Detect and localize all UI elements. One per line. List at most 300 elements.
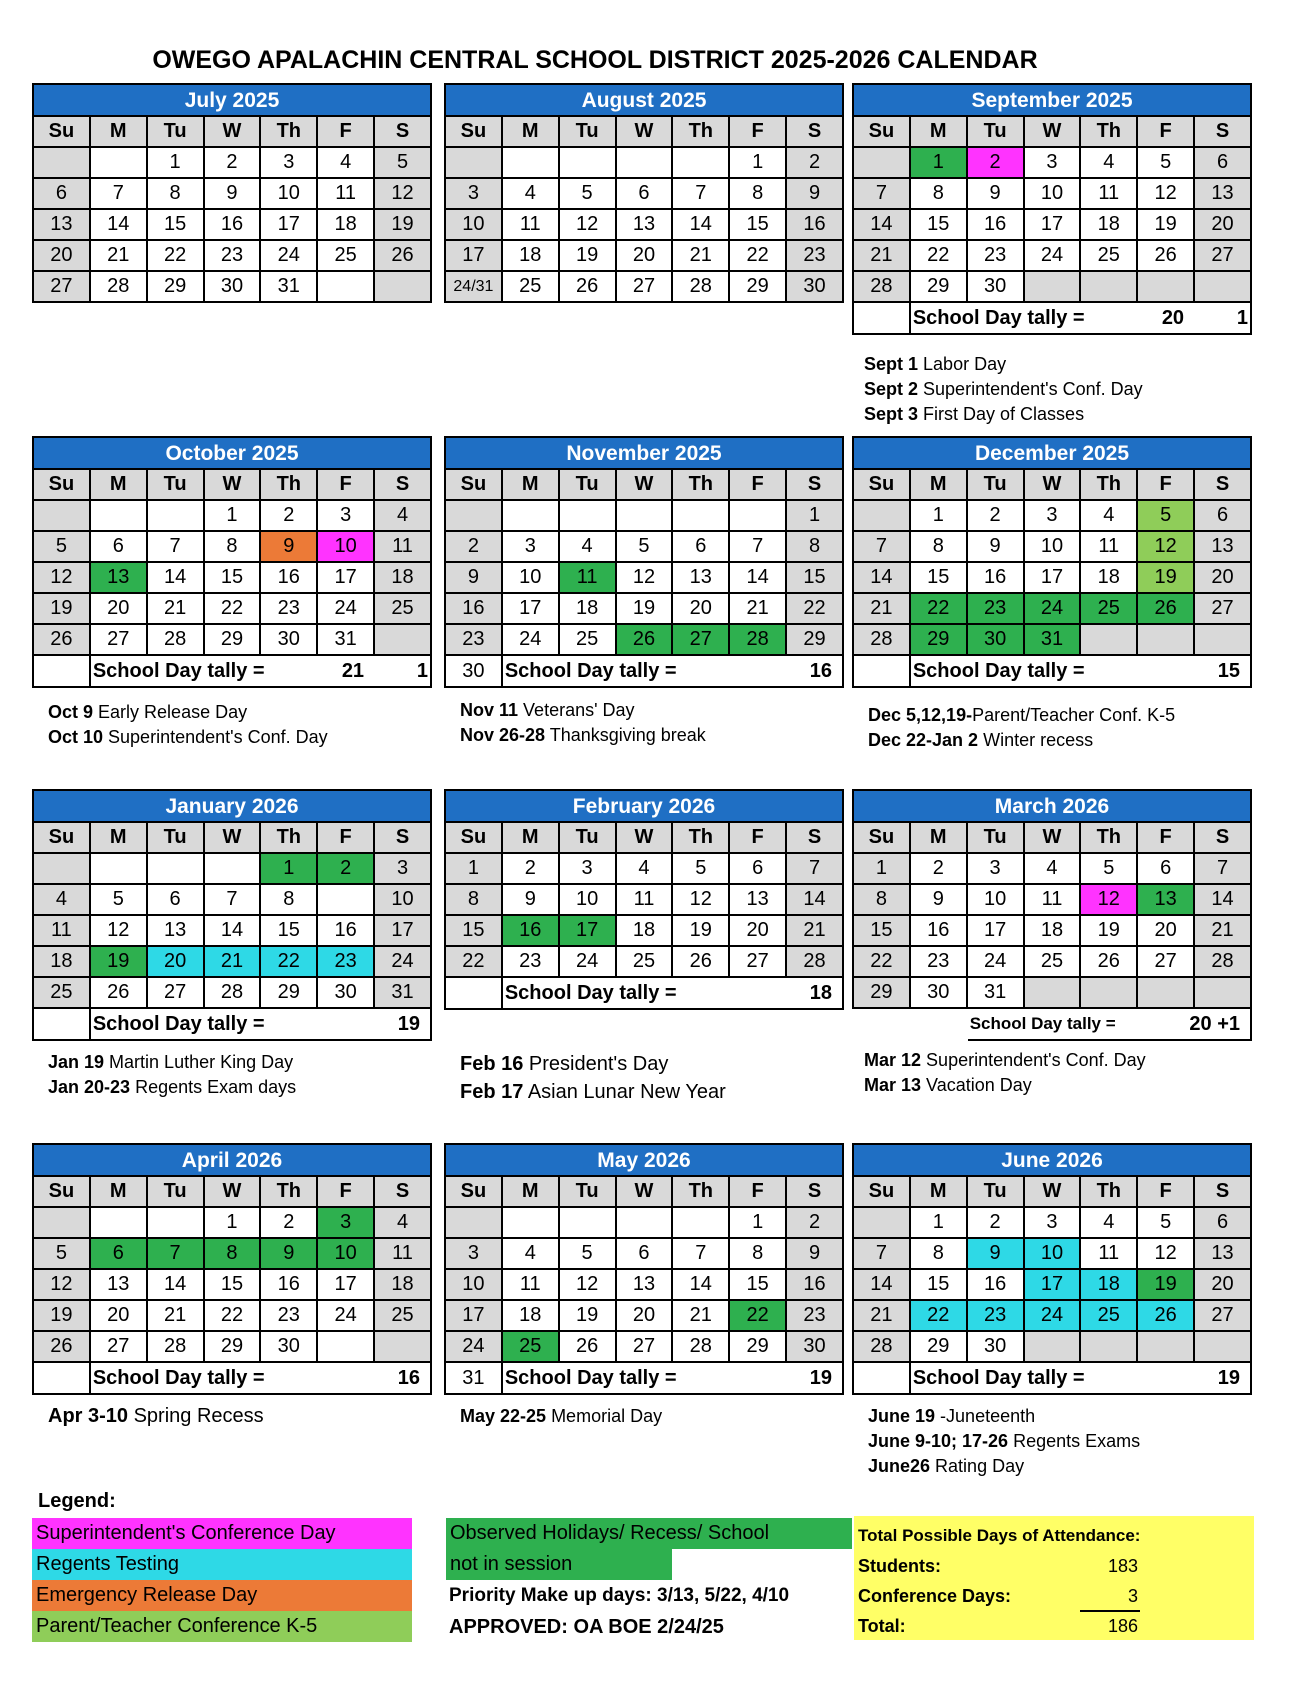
day-cell: 15 — [910, 209, 967, 240]
month-header: October 2025 — [32, 436, 432, 468]
day-cell: 18 — [1024, 915, 1081, 946]
day-cell — [374, 1331, 431, 1362]
attendance-box — [854, 1516, 1254, 1640]
attendance-title: Total Possible Days of Attendance: — [858, 1526, 1141, 1545]
day-cell: 10 — [1024, 1238, 1081, 1269]
day-cell: 27 — [33, 271, 90, 302]
day-cell: 28 — [729, 624, 786, 655]
day-header: Tu — [967, 1176, 1024, 1207]
day-header: Tu — [559, 822, 616, 853]
day-header: S — [374, 469, 431, 500]
note-date: Feb 17 — [460, 1081, 524, 1103]
day-cell: 17 — [374, 915, 431, 946]
day-cell: 6 — [147, 884, 204, 915]
attendance-sum-line — [1080, 1610, 1140, 1612]
tally-value: 16 — [317, 1362, 431, 1394]
day-cell: 29 — [786, 624, 843, 655]
tally-value: 20 — [1137, 302, 1194, 334]
week-row — [445, 209, 843, 240]
tally-first-cell — [33, 655, 90, 687]
day-cell: 23 — [967, 1300, 1024, 1331]
day-cell: 18 — [317, 209, 374, 240]
tally-first-cell — [445, 977, 502, 1009]
notes-february — [460, 1050, 726, 1106]
day-header: Su — [445, 116, 502, 147]
week-row — [445, 593, 843, 624]
week-row — [853, 209, 1251, 240]
day-cell — [559, 1207, 616, 1238]
week-row — [853, 531, 1251, 562]
day-cell: 16 — [260, 1269, 317, 1300]
day-cell — [1137, 624, 1194, 655]
day-cell: 7 — [204, 884, 261, 915]
tally-value: 21 — [317, 655, 374, 687]
day-header: Th — [1080, 822, 1137, 853]
month-grid — [32, 468, 432, 688]
day-header: S — [374, 116, 431, 147]
day-cell — [559, 147, 616, 178]
day-cell: 21 — [729, 593, 786, 624]
calendar-october-2025 — [32, 436, 432, 688]
day-cell — [204, 853, 261, 884]
day-header: S — [374, 1176, 431, 1207]
note-text: Memorial Day — [546, 1406, 663, 1426]
day-cell: 29 — [910, 1331, 967, 1362]
note-text: Veterans' Day — [518, 700, 635, 720]
note-text: Thanksgiving break — [545, 725, 706, 745]
day-cell: 22 — [147, 240, 204, 271]
note-text: President's Day — [523, 1053, 669, 1075]
day-cell: 3 — [317, 1207, 374, 1238]
day-header: Th — [1080, 1176, 1137, 1207]
day-cell: 19 — [33, 1300, 90, 1331]
day-header-row — [853, 822, 1251, 853]
approved-line: APPROVED: OA BOE 2/24/25 — [449, 1616, 724, 1638]
week-row — [445, 915, 843, 946]
day-header: M — [502, 116, 559, 147]
day-cell: 18 — [1080, 209, 1137, 240]
note-text: Superintendent's Conf. Day — [921, 1050, 1146, 1070]
day-header-row — [33, 469, 431, 500]
day-header: Su — [33, 1176, 90, 1207]
calendar-april-2026 — [32, 1143, 432, 1395]
notes-march — [864, 1048, 1146, 1098]
day-header: Tu — [147, 469, 204, 500]
tally-row — [445, 655, 843, 687]
day-cell: 4 — [374, 500, 431, 531]
month-grid — [444, 468, 844, 688]
week-row — [33, 593, 431, 624]
calendar-june-2026 — [852, 1143, 1252, 1395]
day-header: M — [502, 822, 559, 853]
day-cell: 5 — [1137, 1207, 1194, 1238]
day-cell: 27 — [616, 271, 673, 302]
day-cell: 27 — [1194, 1300, 1251, 1331]
day-cell: 1 — [445, 853, 502, 884]
day-cell: 17 — [317, 562, 374, 593]
day-cell: 7 — [147, 531, 204, 562]
note-line — [48, 725, 328, 750]
week-row — [33, 624, 431, 655]
day-cell: 27 — [1194, 593, 1251, 624]
note-line — [864, 1073, 1146, 1098]
month-grid — [32, 821, 432, 1041]
note-line — [868, 1454, 1140, 1479]
tally-value: 16 — [729, 655, 843, 687]
day-cell: 14 — [672, 209, 729, 240]
week-row — [33, 562, 431, 593]
day-cell: 18 — [616, 915, 673, 946]
legend-regents: Regents Testing — [32, 1549, 412, 1580]
day-cell: 21 — [147, 593, 204, 624]
day-header-row — [445, 1176, 843, 1207]
note-line — [460, 1078, 726, 1106]
day-header: W — [204, 116, 261, 147]
day-cell: 25 — [374, 593, 431, 624]
note-line — [868, 728, 1175, 753]
day-cell: 2 — [204, 147, 261, 178]
day-cell: 30 — [786, 1331, 843, 1362]
day-header: Th — [260, 822, 317, 853]
week-row — [33, 500, 431, 531]
tally-label: School Day tally = — [90, 1362, 317, 1394]
tally-row — [853, 655, 1251, 687]
tally-label: School Day tally = — [502, 977, 729, 1009]
day-cell — [1024, 271, 1081, 302]
day-cell: 1 — [147, 147, 204, 178]
day-cell: 18 — [1080, 562, 1137, 593]
day-cell: 30 — [967, 1331, 1024, 1362]
note-line — [864, 377, 1143, 402]
day-cell: 20 — [672, 593, 729, 624]
day-header: W — [616, 116, 673, 147]
calendar-july-2025 — [32, 83, 432, 303]
day-cell: 4 — [616, 853, 673, 884]
tally-row — [33, 655, 431, 687]
day-header: M — [90, 469, 147, 500]
day-header: M — [90, 822, 147, 853]
day-cell: 31 — [967, 977, 1024, 1008]
day-cell: 18 — [502, 240, 559, 271]
note-text: Martin Luther King Day — [104, 1052, 294, 1072]
day-cell: 28 — [786, 946, 843, 977]
day-header: M — [502, 469, 559, 500]
day-cell: 28 — [204, 977, 261, 1008]
day-cell — [374, 624, 431, 655]
day-cell: 31 — [317, 624, 374, 655]
day-header: F — [1137, 822, 1194, 853]
day-cell: 25 — [1080, 1300, 1137, 1331]
day-cell: 18 — [374, 562, 431, 593]
day-cell: 19 — [1137, 562, 1194, 593]
day-cell: 7 — [853, 1238, 910, 1269]
note-date: May 22-25 — [460, 1406, 547, 1426]
day-header: S — [786, 469, 843, 500]
day-cell: 22 — [853, 946, 910, 977]
day-cell: 10 — [317, 1238, 374, 1269]
day-cell: 9 — [260, 531, 317, 562]
day-cell: 14 — [90, 209, 147, 240]
day-header: Su — [853, 469, 910, 500]
attendance-total-value: 186 — [1107, 1616, 1138, 1636]
day-cell: 23 — [786, 240, 843, 271]
month-header: September 2025 — [852, 83, 1252, 115]
day-cell: 12 — [559, 1269, 616, 1300]
day-cell: 7 — [853, 531, 910, 562]
day-cell: 16 — [502, 915, 559, 946]
day-cell: 20 — [1194, 562, 1251, 593]
week-row — [853, 1269, 1251, 1300]
week-row — [445, 178, 843, 209]
day-cell: 17 — [1024, 1269, 1081, 1300]
day-cell: 16 — [204, 209, 261, 240]
tally-label: School Day tally = — [502, 1362, 729, 1394]
day-cell: 1 — [910, 147, 967, 178]
note-date: June26 — [868, 1456, 931, 1476]
day-cell: 2 — [317, 853, 374, 884]
note-date: Sept 1 — [864, 354, 919, 374]
day-cell: 23 — [502, 946, 559, 977]
day-cell: 11 — [1024, 884, 1081, 915]
day-cell: 8 — [910, 178, 967, 209]
day-cell: 19 — [672, 915, 729, 946]
day-header: Tu — [147, 1176, 204, 1207]
day-cell — [1137, 271, 1194, 302]
day-cell: 10 — [1024, 531, 1081, 562]
week-row — [33, 209, 431, 240]
day-cell: 5 — [1080, 853, 1137, 884]
calendar-march-2026 — [852, 789, 1252, 1041]
day-cell: 20 — [90, 1300, 147, 1331]
tally-row — [853, 302, 1251, 334]
day-cell: 6 — [1194, 1207, 1251, 1238]
day-header: M — [910, 116, 967, 147]
day-cell: 21 — [1194, 915, 1251, 946]
day-cell: 21 — [672, 240, 729, 271]
day-header: F — [729, 116, 786, 147]
day-cell: 26 — [374, 240, 431, 271]
note-text: Vacation Day — [921, 1075, 1032, 1095]
day-cell — [616, 147, 673, 178]
month-header: August 2025 — [444, 83, 844, 115]
legend-title: Legend: — [38, 1490, 116, 1512]
day-cell: 14 — [204, 915, 261, 946]
day-cell: 18 — [559, 593, 616, 624]
week-row — [853, 915, 1251, 946]
note-line — [868, 703, 1175, 728]
day-header-row — [853, 116, 1251, 147]
day-cell — [147, 500, 204, 531]
tally-first-cell — [853, 1008, 967, 1040]
day-cell: 28 — [1194, 946, 1251, 977]
legend-observed-line2: not in session — [446, 1549, 672, 1580]
day-cell: 19 — [33, 593, 90, 624]
note-date: Sept 3 — [864, 404, 919, 424]
day-header: Tu — [967, 116, 1024, 147]
tally-label: School Day tally = — [502, 655, 729, 687]
week-row — [853, 500, 1251, 531]
day-cell: 6 — [616, 178, 673, 209]
day-cell: 9 — [204, 178, 261, 209]
day-cell: 27 — [90, 1331, 147, 1362]
day-header: Su — [853, 116, 910, 147]
day-cell: 2 — [967, 1207, 1024, 1238]
day-cell — [90, 147, 147, 178]
day-cell: 22 — [910, 593, 967, 624]
day-cell: 23 — [445, 624, 502, 655]
day-header-row — [33, 822, 431, 853]
day-header: Tu — [147, 116, 204, 147]
day-cell: 26 — [672, 946, 729, 977]
week-row — [445, 1331, 843, 1362]
day-header: F — [317, 469, 374, 500]
day-header: M — [910, 822, 967, 853]
month-grid — [444, 1175, 844, 1395]
day-cell: 30 — [967, 624, 1024, 655]
day-cell: 1 — [786, 500, 843, 531]
note-line — [48, 1075, 296, 1100]
day-cell: 15 — [729, 209, 786, 240]
day-header: S — [1194, 116, 1251, 147]
day-cell: 15 — [445, 915, 502, 946]
month-header: July 2025 — [32, 83, 432, 115]
day-cell: 16 — [910, 915, 967, 946]
day-cell — [1194, 624, 1251, 655]
day-cell: 9 — [445, 562, 502, 593]
day-cell: 24 — [260, 240, 317, 271]
day-cell: 29 — [853, 977, 910, 1008]
month-grid — [852, 468, 1252, 688]
day-cell: 17 — [445, 240, 502, 271]
day-cell: 22 — [204, 593, 261, 624]
day-cell: 12 — [1080, 884, 1137, 915]
day-cell: 23 — [260, 1300, 317, 1331]
note-text: Superintendent's Conf. Day — [918, 379, 1143, 399]
day-cell: 23 — [204, 240, 261, 271]
day-cell: 13 — [616, 209, 673, 240]
day-cell: 19 — [1137, 209, 1194, 240]
day-cell: 28 — [853, 271, 910, 302]
day-cell: 16 — [786, 1269, 843, 1300]
day-cell: 26 — [1137, 593, 1194, 624]
day-cell — [90, 500, 147, 531]
attendance-conference-label: Conference Days: — [858, 1586, 1012, 1606]
day-cell: 19 — [616, 593, 673, 624]
day-cell: 14 — [147, 562, 204, 593]
day-header: Su — [33, 116, 90, 147]
week-row — [33, 1269, 431, 1300]
week-row — [853, 884, 1251, 915]
day-cell: 23 — [967, 593, 1024, 624]
day-cell — [616, 500, 673, 531]
tally-first-cell — [853, 655, 910, 687]
week-row — [853, 1331, 1251, 1362]
day-cell: 4 — [1024, 853, 1081, 884]
day-cell: 14 — [853, 209, 910, 240]
day-cell: 4 — [502, 1238, 559, 1269]
day-cell — [33, 500, 90, 531]
day-header: F — [317, 116, 374, 147]
day-cell: 28 — [147, 624, 204, 655]
note-line — [864, 1048, 1146, 1073]
day-cell: 15 — [853, 915, 910, 946]
day-header: M — [910, 1176, 967, 1207]
day-cell: 5 — [1137, 500, 1194, 531]
day-cell: 11 — [1080, 178, 1137, 209]
day-cell: 25 — [1080, 240, 1137, 271]
day-header-row — [445, 469, 843, 500]
day-cell: 1 — [910, 500, 967, 531]
day-cell: 14 — [147, 1269, 204, 1300]
tally-first-cell: 31 — [445, 1362, 502, 1394]
day-cell: 2 — [967, 500, 1024, 531]
day-cell: 2 — [445, 531, 502, 562]
day-cell: 26 — [559, 1331, 616, 1362]
day-cell: 8 — [786, 531, 843, 562]
day-cell: 22 — [445, 946, 502, 977]
day-cell: 27 — [147, 977, 204, 1008]
week-row — [853, 1238, 1251, 1269]
day-cell: 30 — [967, 271, 1024, 302]
tally-row — [33, 1362, 431, 1394]
month-header: December 2025 — [852, 436, 1252, 468]
attendance-students-label: Students: — [858, 1556, 941, 1576]
day-header: Su — [33, 822, 90, 853]
week-row — [853, 147, 1251, 178]
note-line — [460, 723, 706, 748]
day-header: Tu — [559, 1176, 616, 1207]
day-cell: 10 — [260, 178, 317, 209]
note-line — [868, 1404, 1140, 1429]
day-header: W — [1024, 822, 1081, 853]
day-cell: 7 — [1194, 853, 1251, 884]
day-cell: 8 — [729, 178, 786, 209]
month-header: March 2026 — [852, 789, 1252, 821]
day-cell: 8 — [910, 1238, 967, 1269]
day-cell: 22 — [910, 1300, 967, 1331]
day-cell — [729, 500, 786, 531]
day-cell: 7 — [786, 853, 843, 884]
month-header: January 2026 — [32, 789, 432, 821]
day-cell: 17 — [445, 1300, 502, 1331]
day-cell: 24 — [502, 624, 559, 655]
notes-june — [868, 1404, 1140, 1479]
day-cell: 2 — [260, 500, 317, 531]
day-cell: 24 — [317, 593, 374, 624]
day-cell: 23 — [317, 946, 374, 977]
day-cell — [1080, 271, 1137, 302]
day-cell: 9 — [910, 884, 967, 915]
day-cell: 28 — [853, 1331, 910, 1362]
day-cell: 17 — [559, 915, 616, 946]
day-cell: 8 — [260, 884, 317, 915]
day-header-row — [33, 116, 431, 147]
day-cell: 5 — [90, 884, 147, 915]
day-cell: 6 — [1194, 147, 1251, 178]
day-cell: 2 — [260, 1207, 317, 1238]
day-cell: 15 — [910, 1269, 967, 1300]
day-cell: 21 — [147, 1300, 204, 1331]
day-cell: 30 — [786, 271, 843, 302]
day-cell: 9 — [786, 1238, 843, 1269]
day-cell: 16 — [317, 915, 374, 946]
day-header: S — [1194, 822, 1251, 853]
day-header: Th — [672, 822, 729, 853]
day-cell: 14 — [672, 1269, 729, 1300]
tally-first-cell: 30 — [445, 655, 502, 687]
tally-label: School Day tally = — [90, 655, 317, 687]
day-cell: 31 — [374, 977, 431, 1008]
